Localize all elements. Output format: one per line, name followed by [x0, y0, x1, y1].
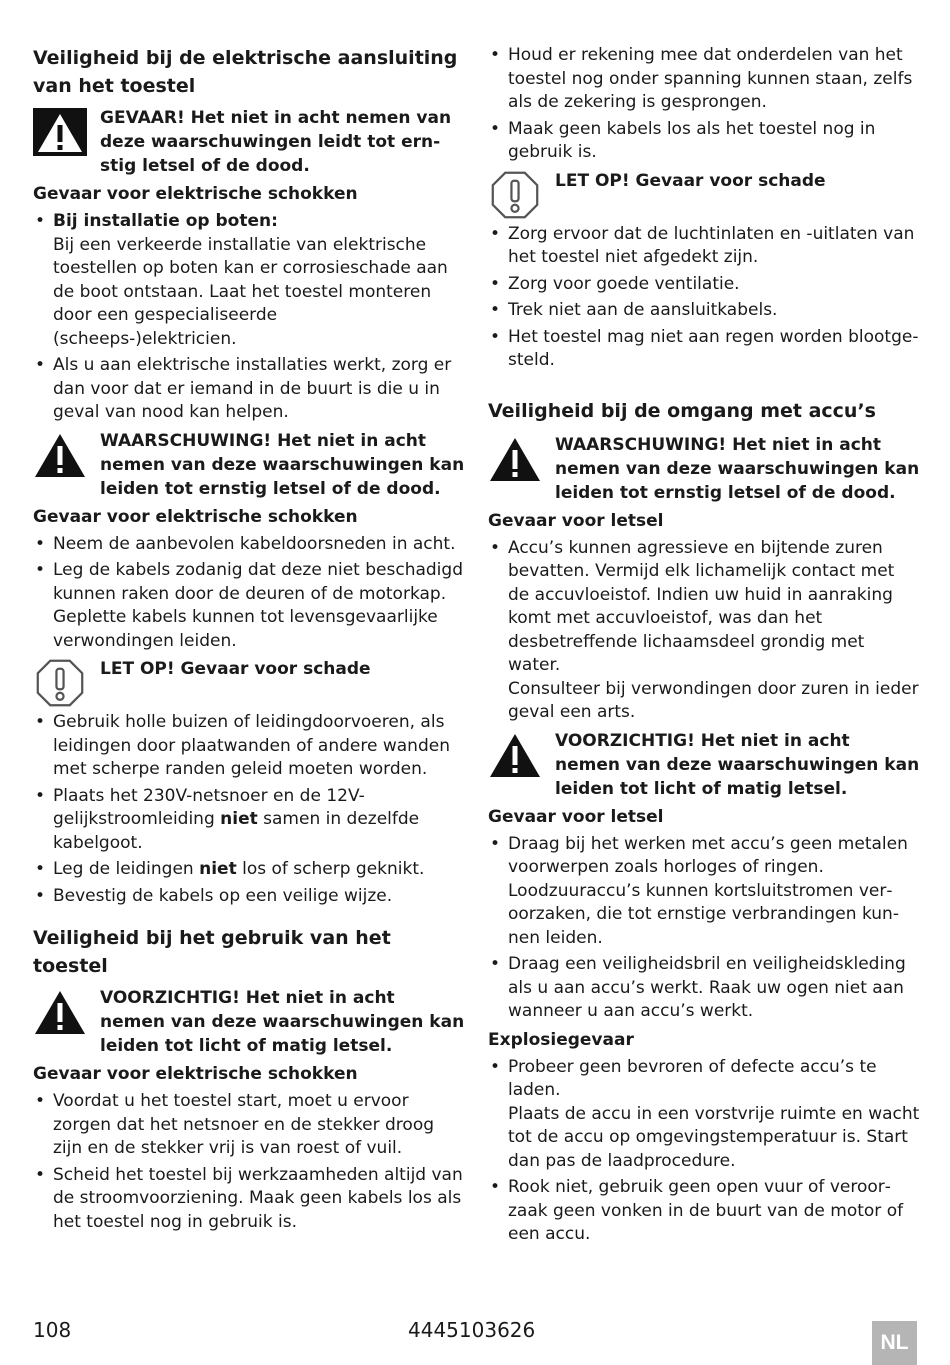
- bullet-list: [488, 1056, 920, 1247]
- bullet-list: [33, 711, 465, 908]
- item-text: Plaats de accu in een vorstvrije ruimte en wacht tot de accu op omgevingstemperatuur is. Start dan pas de laadprocedure.: [508, 1103, 920, 1171]
- subheading-electric-shock: Gevaar voor elektrische schokken: [33, 184, 358, 204]
- notice-text: LET OP! Gevaar voor schade: [100, 659, 371, 679]
- warning-triangle-icon: [33, 431, 87, 479]
- page-number: 108: [33, 1318, 72, 1342]
- list-item: • Draag een veiligheidsbril en veiligheidskleding als u aan accu’s werkt. Raak uw ogen niet aan wanneer u aan accu’s werkt.: [488, 953, 920, 1024]
- caution-text: VOORZICHTIG! Het niet in acht nemen van deze waarschuwingen kan leiden tot licht of matig letsel.: [555, 730, 920, 799]
- list-item: • Rook niet, gebruik geen open vuur of veroorzaak geen vonken in de buurt van de motor of een accu.: [488, 1176, 920, 1247]
- notice-block: [33, 657, 465, 707]
- warning-triangle-icon: [488, 731, 542, 779]
- list-item: [33, 210, 465, 351]
- subheading-explosion: Explosiegevaar: [488, 1029, 634, 1050]
- warning-text: GEVAAR! Het niet in acht nemen van deze waarschuwingen leidt tot ernstig letsel of de dood.: [100, 108, 452, 176]
- caution-text: VOORZICHTIG! Het niet in acht nemen van deze waarschuwingen kan leiden tot licht of matig letsel.: [100, 988, 465, 1056]
- subheading-electric-shock: Gevaar voor elektrische schokken: [33, 1064, 358, 1084]
- warning-text: WAARSCHUWING! Het niet in acht nemen van deze waarschuwingen kan leiden tot ernstig letsel of de dood.: [100, 430, 465, 499]
- list-item: • Neem de aanbevolen kabeldoorsneden in acht.: [33, 533, 465, 557]
- bullet-list: [488, 833, 920, 1024]
- bullet-list: [488, 44, 920, 165]
- list-item: • Leg de kabels zodanig dat deze niet beschadigd kunnen raken door de deuren of de motorkap. Geplette kabels kunnen tot levensgevaarlijke verwondingen leiden.: [33, 559, 465, 653]
- list-item: • Gebruik holle buizen of leidingdoorvoeren, als leidingen door plaatwanden of andere wanden met scherpe randen geleid moeten worden.: [33, 711, 465, 782]
- list-item: • Voordat u het toestel start, moet u ervoor zorgen dat het netsnoer en de stekker droog zijn en de stekker vrij is van roest of vuil.: [33, 1090, 465, 1161]
- item-text: los of scherp geknikt.: [236, 859, 425, 879]
- item-text: samen in dezelfde kabelgoot.: [53, 809, 420, 853]
- section-heading-electrical: Veiligheid bij de elektrische aansluiting van het toestel: [33, 47, 458, 97]
- caution-block: [33, 986, 465, 1058]
- list-item: • Zorg voor goede ventilatie.: [488, 273, 920, 297]
- list-item: • Het toestel mag niet aan regen worden blootgesteld.: [488, 326, 920, 373]
- right-column: [488, 44, 920, 1251]
- item-bold-label: • Bij installatie op boten:: [53, 211, 278, 231]
- item-text: Bij een verkeerde installatie van elektrische toestellen op boten kan er corrosieschade aan de boot ontstaan. Laat het toestel monteren door een gespecialiseerde (scheeps-)elektricien.: [53, 234, 448, 349]
- item-text: Consulteer bij verwondingen door zuren in ieder geval een arts.: [508, 678, 919, 722]
- warning-triangle-icon: [33, 108, 87, 156]
- bullet-list: [33, 533, 465, 654]
- list-item: • Maak geen kabels los als het toestel nog in gebruik is.: [488, 118, 920, 165]
- subheading-injury: Gevaar voor letsel: [488, 510, 664, 531]
- subheading-injury: Gevaar voor letsel: [488, 806, 664, 827]
- subheading-electric-shock: Gevaar voor elektrische schokken: [33, 506, 358, 527]
- notice-octagon-icon: [33, 659, 87, 707]
- bullet-list: [488, 223, 920, 373]
- warning-triangle-icon: [33, 988, 87, 1036]
- bullet-list: [488, 537, 920, 725]
- list-item: [488, 1056, 920, 1174]
- left-column: [33, 44, 465, 1238]
- list-item: • Zorg ervoor dat de luchtinlaten en -uitlaten van het toestel niet afgedekt zijn.: [488, 223, 920, 270]
- list-item: • Houd er rekening mee dat onderdelen van het toestel nog onder spanning kunnen staan, zelfs als de zekering is gesprongen.: [488, 44, 920, 115]
- notice-text: LET OP! Gevaar voor schade: [555, 170, 826, 191]
- bullet-list: [33, 210, 465, 425]
- item-emphasis: niet: [199, 859, 237, 879]
- list-item: [33, 858, 465, 882]
- caution-block: [488, 729, 920, 801]
- document-code: 4445103626: [408, 1318, 536, 1342]
- section-heading-usage: Veiligheid bij het gebruik van het toestel: [33, 927, 391, 977]
- bullet-list: [33, 1090, 465, 1234]
- language-badge: NL: [872, 1321, 917, 1365]
- section-heading-batteries: Veiligheid bij de omgang met accu’s: [488, 399, 876, 422]
- danger-warning: [33, 106, 465, 178]
- warning-block: [488, 433, 920, 505]
- item-text: • Accu’s kunnen agressieve en bijtende zuren bevatten. Vermijd elk lichamelijk contact met de accuvloeistof. Indien uw huid in aanraking komt met accuvloeistof, was dan het desbetreffende lichaamsdeel grondig met water.: [508, 537, 895, 675]
- item-text: • Probeer geen bevroren of defecte accu’s te laden.: [508, 1056, 877, 1100]
- list-item: • Scheid het toestel bij werkzaamheden altijd van de stroomvoorziening. Maak geen kabels los als het toestel nog in gebruik is.: [33, 1164, 465, 1235]
- warning-triangle-icon: [488, 435, 542, 483]
- list-item: • Draag bij het werken met accu’s geen metalen voorwerpen zoals horloges of ringen. Loodzuuraccu’s kunnen kortsluitstromen veroorzaken, die tot ernstige verbrandingen kunnen leiden.: [488, 833, 920, 951]
- list-item: [33, 785, 465, 856]
- warning-block: [33, 429, 465, 501]
- notice-block: [488, 169, 920, 219]
- warning-text: WAARSCHUWING! Het niet in acht nemen van deze waarschuwingen kan leiden tot ernstig letsel of de dood.: [555, 434, 920, 503]
- list-item: • Als u aan elektrische installaties werkt, zorg er dan voor dat er iemand in de buurt is die u in geval van nood kan helpen.: [33, 354, 465, 425]
- item-text: Leg de leidingen: [53, 859, 200, 879]
- list-item: • Bevestig de kabels op een veilige wijze.: [33, 885, 465, 909]
- list-item: • Trek niet aan de aansluitkabels.: [488, 299, 920, 323]
- item-text: Plaats het 230V-netsnoer en de 12V-gelijkstroomleiding: [53, 785, 365, 829]
- list-item: [488, 537, 920, 725]
- notice-octagon-icon: [488, 171, 542, 219]
- item-emphasis: niet: [220, 809, 258, 829]
